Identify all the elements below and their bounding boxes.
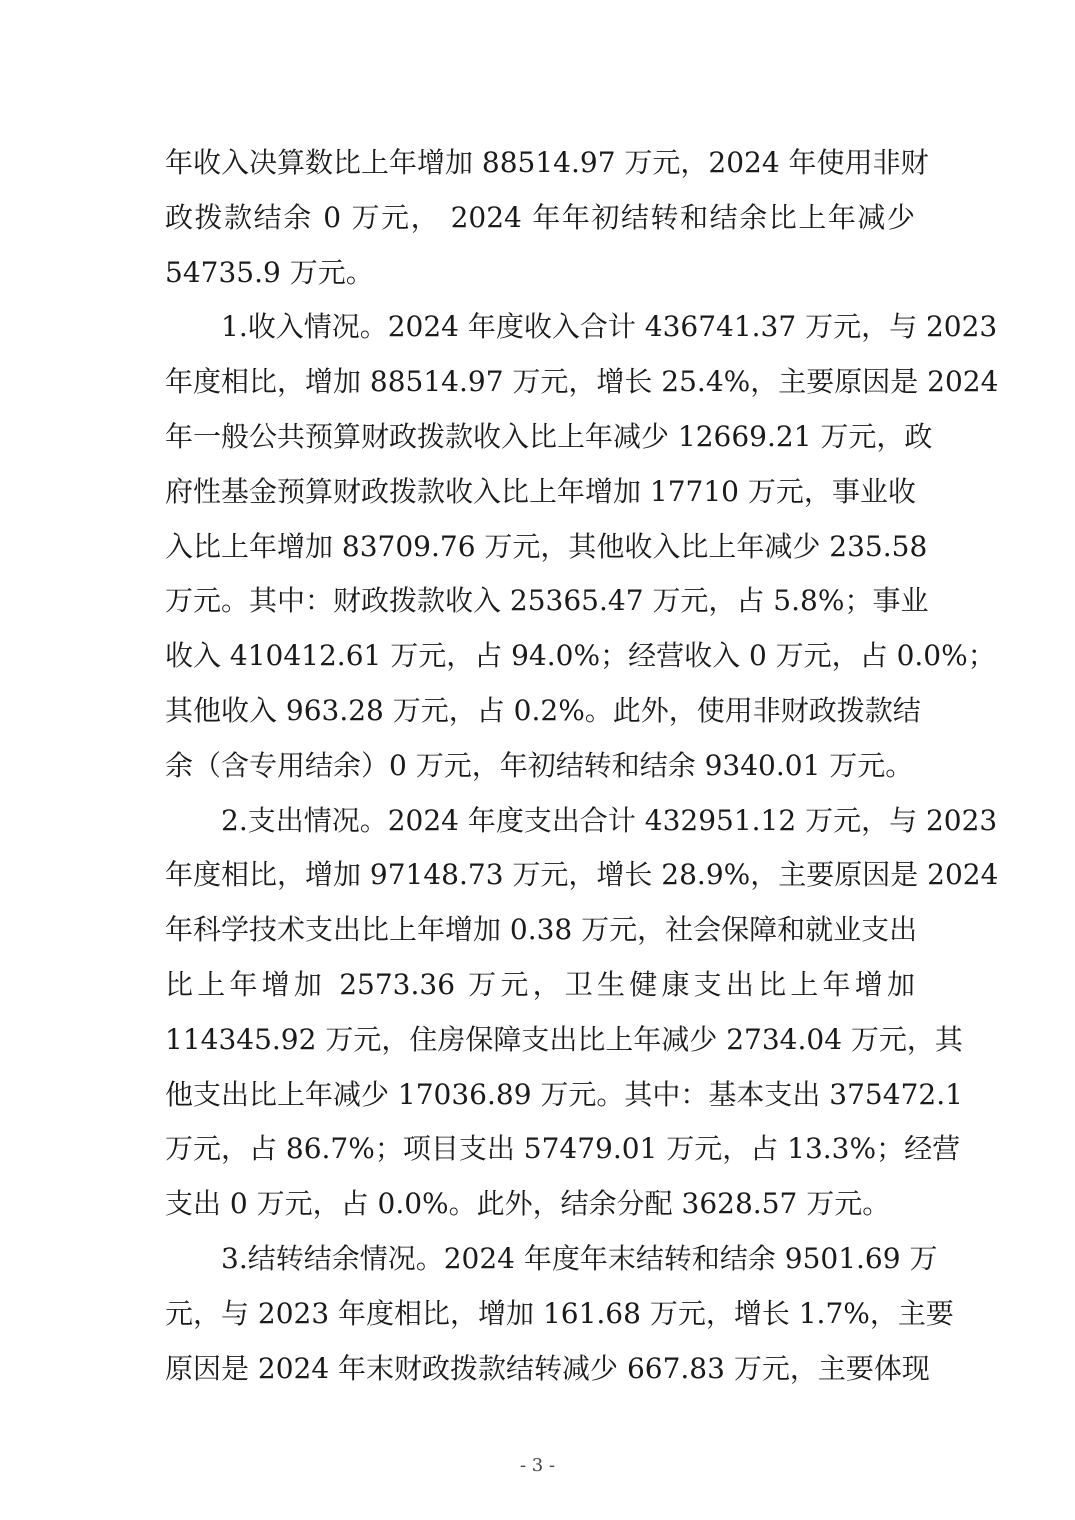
text-line: 114345.92 万元，住房保障支出比上年减少 2734.04 万元，其 [165, 1022, 963, 1056]
body-text [165, 136, 999, 1396]
section-3-heading-line: 3.结转结余情况。2024 年度年末结转和结余 9501.69 万 [221, 1241, 938, 1275]
section-1-heading-line: 1.收入情况。2024 年度收入合计 436741.37 万元，与 2023 [221, 310, 998, 344]
text-line: 支出 0 万元，占 0.0%。此外，结余分配 3628.57 万元。 [165, 1187, 891, 1221]
text-line: 入比上年增加 83709.76 万元，其他收入比上年减少 235.58 [165, 529, 928, 563]
text-line: 元，与 2023 年度相比，增加 161.68 万元，增长 1.7%，主要 [165, 1296, 954, 1330]
text-line: 他支出比上年减少 17036.89 万元。其中：基本支出 375472.1 [165, 1077, 963, 1111]
text-line: 万元，占 86.7%；项目支出 57479.01 万元，占 13.3%；经营 [165, 1132, 961, 1166]
text-line: 收入 410412.61 万元，占 94.0%；经营收入 0 万元，占 0.0%； [165, 639, 996, 673]
text-line: 比上年增加 2573.36 万元，卫生健康支出比上年增加 [165, 967, 915, 1001]
text-line: 政拨款结余 0 万元， 2024 年年初结转和结余比上年减少 [165, 200, 915, 234]
text-line: 府性基金预算财政拨款收入比上年增加 17710 万元，事业收 [165, 474, 916, 508]
text-line: 原因是 2024 年末财政拨款结转减少 667.83 万元，主要体现 [165, 1351, 930, 1385]
text-line: 年收入决算数比上年增加 88514.97 万元，2024 年使用非财 [165, 146, 929, 179]
text-line: 54735.9 万元。 [165, 255, 374, 289]
text-line: 其他收入 963.28 万元，占 0.2%。此外，使用非财政拨款结 [165, 693, 921, 727]
text-line: 年科学技术支出比上年增加 0.38 万元，社会保障和就业支出 [165, 913, 918, 947]
text-line: 年度相比，增加 97148.73 万元，增长 28.9%，主要原因是 2024 [165, 858, 999, 892]
page-number: - 3 - [519, 1455, 556, 1476]
text-line: 年度相比，增加 88514.97 万元，增长 25.4%，主要原因是 2024 [165, 365, 999, 399]
section-2-heading-line: 2.支出情况。2024 年度支出合计 432951.12 万元，与 2023 [221, 803, 998, 837]
text-line: 年一般公共预算财政拨款收入比上年减少 12669.21 万元，政 [165, 419, 933, 453]
text-line: 万元。其中：财政拨款收入 25365.47 万元，占 5.8%；事业 [165, 584, 929, 618]
text-line: 余（含专用结余）0 万元，年初结转和结余 9340.01 万元。 [165, 748, 914, 782]
